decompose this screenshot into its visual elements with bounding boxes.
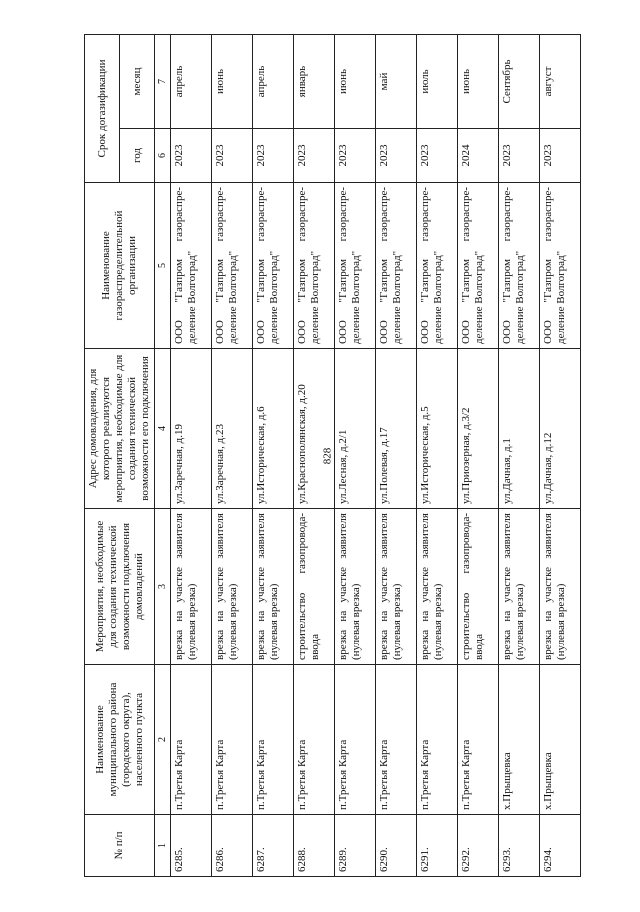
column-number: 6 <box>155 129 171 183</box>
table-row <box>540 34 581 876</box>
gasification-table <box>84 34 581 877</box>
table-row <box>294 34 335 876</box>
row-year: 2023 <box>417 129 458 183</box>
row-settlement: п.Третья Карта <box>417 665 458 815</box>
column-number: 2 <box>155 665 171 815</box>
table-header <box>85 34 171 876</box>
header-address: Адрес домовладения, для которого реализуются мероприятия, необходимые для создания технической возможности его подключения <box>85 349 155 509</box>
row-month: август <box>540 34 581 128</box>
row-settlement: п.Третья Карта <box>212 665 253 815</box>
table-row <box>335 34 376 876</box>
row-settlement: п.Третья Карта <box>171 665 212 815</box>
row-activity: врезка на участке заявителя (нулевая врезка) <box>253 509 294 665</box>
row-address: ул.Дачная, д.12 <box>540 349 581 509</box>
table-row <box>458 34 499 876</box>
row-organization: ООО "Газпром газораспре-деление Волгоград" <box>417 183 458 349</box>
header-activity: Мероприятия, необходимые для создания технической возможности подключения домовладений <box>85 509 155 665</box>
row-number: 6292. <box>458 815 499 877</box>
row-address: ул.Лесная, д.2/1 <box>335 349 376 509</box>
table-row <box>253 34 294 876</box>
row-month: июль <box>417 34 458 128</box>
row-address: ул.Дачная, д.1 <box>499 349 540 509</box>
row-number: 6287. <box>253 815 294 877</box>
row-year: 2023 <box>540 129 581 183</box>
row-year: 2023 <box>253 129 294 183</box>
row-settlement: п.Третья Карта <box>376 665 417 815</box>
row-activity: врезка на участке заявителя (нулевая врезка) <box>376 509 417 665</box>
row-activity: врезка на участке заявителя (нулевая врезка) <box>540 509 581 665</box>
row-activity: строительство газопровода-ввода <box>458 509 499 665</box>
row-year: 2024 <box>458 129 499 183</box>
row-year: 2023 <box>499 129 540 183</box>
row-address: ул.Полевая, д.17 <box>376 349 417 509</box>
row-year: 2023 <box>171 129 212 183</box>
row-year: 2023 <box>376 129 417 183</box>
header-settlement: Наименование муниципального района (городского округа), населенного пункта <box>85 665 155 815</box>
row-organization: ООО "Газпром газораспре-деление Волгоград" <box>458 183 499 349</box>
row-organization: ООО "Газпром газораспре-деление Волгоград" <box>376 183 417 349</box>
row-organization: ООО "Газпром газораспре-деление Волгоград" <box>294 183 335 349</box>
column-number: 3 <box>155 509 171 665</box>
row-month: июнь <box>212 34 253 128</box>
row-address: ул.Приозерная, д.3/2 <box>458 349 499 509</box>
row-organization: ООО "Газпром газораспре-деление Волгоград" <box>499 183 540 349</box>
header-number: № п/п <box>85 815 155 877</box>
row-organization: ООО "Газпром газораспре-деление Волгоград" <box>540 183 581 349</box>
row-activity: строительство газопровода-ввода <box>294 509 335 665</box>
column-number-row <box>155 34 171 876</box>
row-settlement: х.Прыщевка <box>499 665 540 815</box>
page-number: 828 <box>321 447 333 465</box>
row-activity: врезка на участке заявителя (нулевая врезка) <box>499 509 540 665</box>
row-year: 2023 <box>335 129 376 183</box>
header-deadline: Срок догазификации <box>85 34 120 182</box>
header-year: год <box>120 129 155 183</box>
header-month: месяц <box>120 34 155 128</box>
header-organization: Наименование газораспределительной организации <box>85 183 155 349</box>
row-activity: врезка на участке заявителя (нулевая врезка) <box>335 509 376 665</box>
row-number: 6293. <box>499 815 540 877</box>
row-activity: врезка на участке заявителя (нулевая врезка) <box>417 509 458 665</box>
table-row <box>212 34 253 876</box>
row-month: май <box>376 34 417 128</box>
row-number: 6291. <box>417 815 458 877</box>
row-month: июнь <box>458 34 499 128</box>
table-row <box>417 34 458 876</box>
row-organization: ООО "Газпром газораспре-деление Волгоград" <box>335 183 376 349</box>
table-row <box>171 34 212 876</box>
row-month: январь <box>294 34 335 128</box>
row-organization: ООО "Газпром газораспре-деление Волгоград" <box>212 183 253 349</box>
row-activity: врезка на участке заявителя (нулевая врезка) <box>212 509 253 665</box>
column-number: 1 <box>155 815 171 877</box>
row-year: 2023 <box>294 129 335 183</box>
row-settlement: п.Третья Карта <box>335 665 376 815</box>
row-year: 2023 <box>212 129 253 183</box>
table-row <box>376 34 417 876</box>
row-address: ул.Заречная, д.23 <box>212 349 253 509</box>
table-row <box>499 34 540 876</box>
row-month: июнь <box>335 34 376 128</box>
column-number: 7 <box>155 34 171 128</box>
row-month: Сентябрь <box>499 34 540 128</box>
row-address: ул.Краснополянская, д.20 <box>294 349 335 509</box>
row-number: 6289. <box>335 815 376 877</box>
row-settlement: п.Третья Карта <box>253 665 294 815</box>
row-number: 6290. <box>376 815 417 877</box>
row-address: ул.Историческая, д.6 <box>253 349 294 509</box>
row-month: апрель <box>171 34 212 128</box>
row-address: ул.Заречная, д.19 <box>171 349 212 509</box>
row-activity: врезка на участке заявителя (нулевая врезка) <box>171 509 212 665</box>
row-settlement: п.Третья Карта <box>458 665 499 815</box>
row-organization: ООО "Газпром газораспре-деление Волгоград" <box>253 183 294 349</box>
column-number: 4 <box>155 349 171 509</box>
table-body <box>171 34 581 876</box>
row-number: 6285. <box>171 815 212 877</box>
row-month: апрель <box>253 34 294 128</box>
gasification-table-container <box>84 35 567 877</box>
row-settlement: п.Третья Карта <box>294 665 335 815</box>
row-number: 6288. <box>294 815 335 877</box>
row-settlement: х.Прыщевка <box>540 665 581 815</box>
row-organization: ООО "Газпром газораспре-деление Волгоград" <box>171 183 212 349</box>
row-address: ул.Историческая, д.5 <box>417 349 458 509</box>
row-number: 6286. <box>212 815 253 877</box>
row-number: 6294. <box>540 815 581 877</box>
column-number: 5 <box>155 183 171 349</box>
